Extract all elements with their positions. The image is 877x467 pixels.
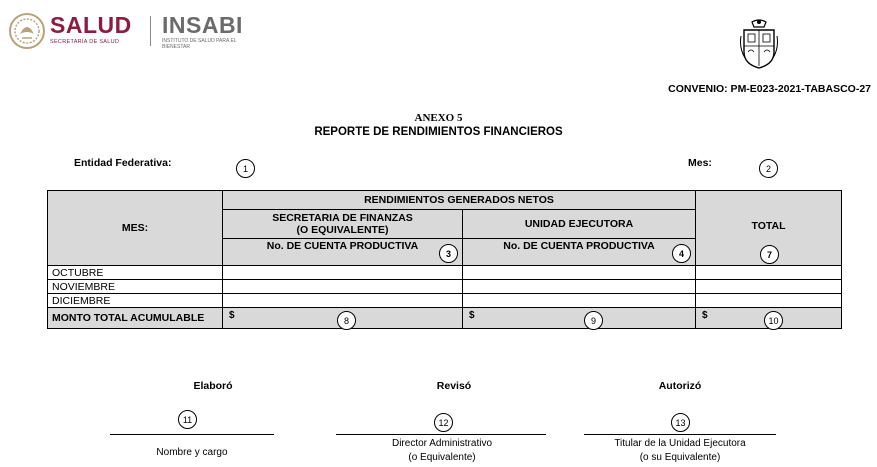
month-label: NOVIEMBRE	[48, 280, 223, 294]
signature-line	[110, 434, 274, 435]
total-header: TOTAL	[751, 220, 786, 232]
rendimientos-table	[47, 190, 842, 329]
field-number-12: 12	[434, 413, 453, 432]
field-number-1: 1	[236, 159, 255, 178]
entidad-federativa-label: Entidad Federativa:	[74, 157, 172, 169]
logo-divider	[150, 16, 151, 46]
signature-heading: Autorizó	[658, 380, 702, 392]
anexo-title: ANEXO 5	[414, 112, 463, 124]
report-title: REPORTE DE RENDIMIENTOS FINANCIEROS	[314, 126, 563, 138]
signature-heading: Elaboró	[193, 380, 233, 392]
cuenta-sf-cell	[223, 239, 463, 266]
signature-caption-line1: Titular de la Unidad Ejecutora	[614, 438, 746, 449]
salud-subtitle: SECRETARÍA DE SALUD	[50, 39, 120, 45]
table-row-octubre	[48, 266, 842, 280]
cuenta-ue-label: No. DE CUENTA PRODUCTIVA	[503, 240, 655, 252]
field-number-10: 10	[764, 311, 783, 330]
field-number-3: 3	[439, 244, 458, 263]
table-row-monto-total	[48, 308, 842, 329]
signature-caption-line2: (o su Equivalente)	[639, 452, 721, 463]
field-number-9: 9	[584, 311, 603, 330]
unidad-ejecutora-header: UNIDAD EJECUTORA	[463, 210, 696, 239]
currency-sign: $	[229, 310, 235, 321]
field-number-13: 13	[671, 413, 690, 432]
field-number-4: 4	[672, 244, 691, 263]
monto-sf-cell	[223, 308, 463, 329]
currency-sign: $	[702, 310, 708, 321]
salud-logo: SALUD	[50, 12, 132, 38]
field-number-7: 7	[760, 245, 779, 264]
tabasco-crest-icon	[740, 18, 778, 70]
insabi-subtitle: INSTITUTO DE SALUD PARA EL BIENESTAR	[162, 38, 237, 50]
signature-line	[584, 434, 776, 435]
field-number-8: 8	[337, 311, 356, 330]
month-label: DICIEMBRE	[48, 294, 223, 308]
mexico-emblem-icon	[8, 12, 46, 50]
signature-caption-line1: Director Administrativo	[391, 438, 493, 449]
table-row-diciembre	[48, 294, 842, 308]
secretaria-finanzas-line1: SECRETARIA DE FINANZAS	[272, 212, 413, 224]
month-label: OCTUBRE	[48, 266, 223, 280]
mes-label: Mes:	[688, 157, 712, 169]
currency-sign: $	[469, 310, 475, 321]
secretaria-finanzas-line2: (O EQUIVALENTE)	[296, 224, 389, 236]
cuenta-sf-label: No. DE CUENTA PRODUCTIVA	[266, 240, 419, 252]
cuenta-ue-cell	[463, 239, 696, 266]
monto-total-label: MONTO TOTAL ACUMULABLE	[48, 308, 223, 329]
monto-ue-cell	[463, 308, 696, 329]
signature-caption-line2: (o Equivalente)	[408, 452, 476, 463]
mes-header: MES:	[48, 191, 223, 266]
total-header-cell	[696, 191, 842, 266]
table-row-noviembre	[48, 280, 842, 294]
rendimientos-group-header: RENDIMIENTOS GENERADOS NETOS	[223, 191, 696, 210]
secretaria-finanzas-header	[223, 210, 463, 239]
signature-caption: Nombre y cargo	[156, 447, 228, 458]
insabi-logo: INSABI	[162, 12, 243, 38]
field-number-11: 11	[178, 410, 197, 429]
signature-heading: Revisó	[436, 380, 472, 392]
signature-line	[336, 434, 546, 435]
monto-total-cell	[696, 308, 842, 329]
convenio-code: CONVENIO: PM-E023-2021-TABASCO-27	[668, 83, 871, 95]
field-number-2: 2	[759, 159, 778, 178]
